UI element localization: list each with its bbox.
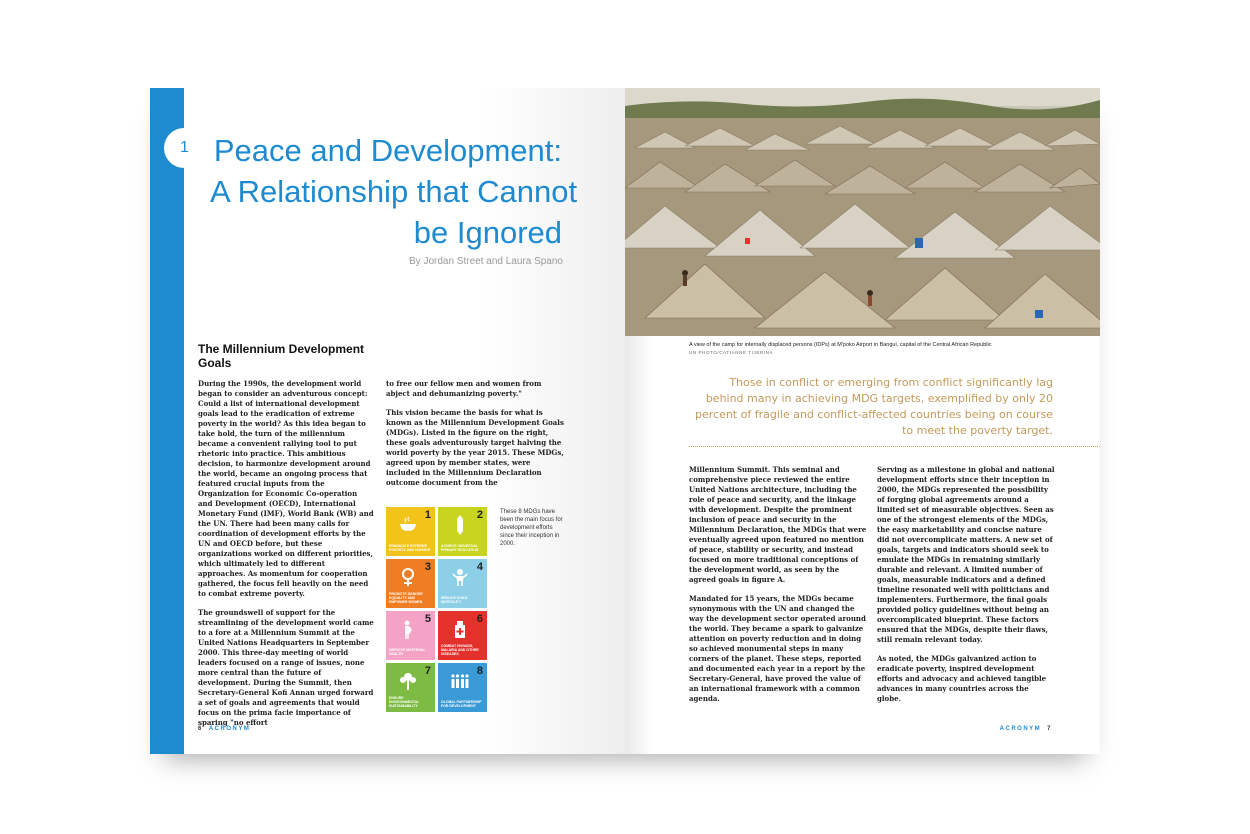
mdg-number: 3 — [424, 561, 431, 573]
paragraph: Serving as a milestone in global and national development efforts since their inception in 2000, the MDGs represented the possibility of forging global agreements around a limited set of measurable objectives. Seen as one of the strongest elements of the MDGs, the easy marketability and concise nature did not overcomplicate matters. A new set of goals, targets and indicators should seek to emulate the MDGs in remaining similarly durable and relevant. A limited number of goals, measurable indicators and a defined timeline resonated well with politicians and implementers. Furthermore, the final goals provided policy guidelines without being an overcomplicated blueprint. These factors ensured that the MDGs, despite their flaws, still remain relevant today. — [877, 465, 1055, 644]
mdg-tile-6 — [438, 611, 487, 660]
body-column-4 — [877, 465, 1055, 713]
chapter-color-bar — [150, 88, 184, 754]
photo-caption-block — [689, 341, 1089, 357]
mdg-label: ACHIEVE UNIVERSAL PRIMARY EDUCATION — [441, 544, 479, 552]
article-title — [210, 130, 578, 253]
title-line: Peace and Development: — [213, 133, 562, 168]
title-line: be Ignored — [413, 215, 562, 250]
paragraph: Millennium Summit. This seminal and comprehensive piece reviewed the entire United Nations architecture, including the role of peace and security, and the linkage with development. Despite the prominent inclusion of peace and security in the Millennium Declaration, the MDGs that were eventually agreed upon featured no mention of peace, stability or security, and instead focused on more traditional conceptions of the development world, as seen by the agreed goals in figure A. — [689, 465, 867, 584]
pull-quote-rule — [689, 446, 1100, 447]
section-heading: The Millennium Development Goals — [198, 342, 365, 370]
body-column-2 — [386, 379, 566, 497]
body-column-1 — [198, 379, 374, 737]
mdg-label: COMBAT HIV/AIDS, MALARIA AND OTHER DISEASES — [441, 644, 479, 656]
mdg-tile-5 — [386, 611, 435, 660]
mdg-label: ENSURE ENVIRONMENTAL SUSTAINABILITY — [389, 696, 420, 708]
paragraph: The groundswell of support for the streamlining of the development world came to a fore at a Millennium Summit at the United Nations Headquarters in September 2000. This three-day meeting of world leaders focused on a range of issues, none more central than the future of development. During the Summit, then Secretary-General Kofi Annan urged forward a set of goals and agreements that would focus on the prima facie importance of sparing "no effort — [198, 608, 374, 727]
paragraph: This vision became the basis for what is known as the Millennium Development Goals (MDGs). Listed in the figure on the right, these goals adventurously target halving the world poverty by the year 2015. These MDGs, agreed upon by member states, were included in the Millennium Declaration outcome document from the — [386, 408, 564, 487]
mdg-label: PROMOTE GENDER EQUALITY AND EMPOWER WOMEN — [389, 592, 423, 604]
bowl-icon — [398, 515, 418, 535]
mdg-number: 4 — [476, 561, 483, 573]
mdg-number: 2 — [476, 509, 483, 521]
paragraph: Mandated for 15 years, the MDGs became synonymous with the UN and changed the way the development sector operated around the world. They became a spark to galvanize attention on poverty reduction and in doing so achieved monumental steps in many corners of the planet. These steps, reported and documented each year in a report by the Secretary-General, have proved the value of an international framework with a common agenda. — [689, 594, 866, 703]
mdg-number: 1 — [424, 509, 431, 521]
footer-left — [198, 726, 250, 732]
mdg-number: 8 — [476, 665, 483, 677]
mdg-tile-3 — [386, 559, 435, 608]
mdg-label: IMPROVE MATERNAL HEALTH — [389, 648, 426, 656]
paragraph: to free our fellow men and women from abject and dehumanizing poverty." — [386, 379, 542, 398]
pull-quote: Those in conflict or emerging from conflict significantly lag behind many in achieving MDG targets, exemplified by only 20 percent of fragile and conflict-affected countries being on course to meet the poverty target. — [694, 376, 1053, 437]
child-icon — [450, 567, 470, 587]
mdg-label: ERADICATE EXTREME POVERTY AND HUNGER — [389, 544, 431, 552]
paragraph: During the 1990s, the development world began to consider an adventurous concept: Could a list of international development goals lead to the eradication of extreme poverty in the world? As this idea began to take hold, the turn of the millennium became a convenient rallying tool to put rhetoric into practice. This ambitious decision, to harmonize development around the world, became an ongoing process that featured crucial inputs from the Organization for Economic Co-operation and Development (OECD), International Monetary Fund (IMF), World Bank (WB) and the UN. There had been many calls for coordination of development efforts by the UN and OECD before, but these organizations worked on different priorities, which ultimately led to different approaches. As momentum for cooperation gathered, the focus fell heavily on the need to combat extreme poverty. — [198, 379, 374, 598]
tree-icon — [398, 671, 418, 691]
pencil-icon — [450, 515, 470, 535]
mdg-label: REDUCE CHILD MORTALITY — [441, 596, 468, 604]
people-group-icon — [450, 671, 470, 691]
left-page — [150, 88, 625, 754]
page-number: 7 — [1047, 726, 1052, 732]
mdg-number: 6 — [476, 613, 483, 625]
mdg-number: 5 — [424, 613, 431, 625]
mdg-tile-8 — [438, 663, 487, 712]
mdg-tile-2 — [438, 507, 487, 556]
female-symbol-icon — [398, 567, 418, 587]
byline: By Jordan Street and Laura Spano — [409, 256, 563, 267]
mdg-goals-figure — [386, 507, 488, 712]
mdg-tile-1 — [386, 507, 435, 556]
mdg-label: GLOBAL PARTNERSHIP FOR DEVELOPMENT — [441, 700, 482, 708]
chapter-number: 1 — [180, 139, 189, 156]
right-page — [625, 88, 1100, 754]
title-line: A Relationship that Cannot — [210, 174, 578, 209]
paragraph: As noted, the MDGs galvanized action to eradicate poverty, inspired development efforts and advocacy and achieved tangible advances in many countries across the globe. — [877, 654, 1047, 703]
page-number: 6 — [198, 726, 203, 732]
mdg-figure-caption: These 8 MDGs have been the main focus for development efforts since their inception in 2000. — [500, 509, 563, 547]
photo-credit: UN PHOTO/CATIANNE TIJERINA — [689, 350, 774, 355]
footer-right — [1000, 726, 1052, 732]
magazine-spread — [150, 88, 1100, 754]
body-column-3 — [689, 465, 867, 713]
camp-photo-illustration — [625, 88, 1100, 336]
mdg-tile-7 — [386, 663, 435, 712]
medicine-bottle-icon — [450, 619, 470, 639]
publication-name: ACRONYM — [999, 726, 1042, 732]
publication-name: ACRONYM — [208, 726, 251, 732]
idp-camp-photo — [625, 88, 1100, 336]
photo-caption: A view of the camp for internally displaced persons (IDPs) at M'poko Airport in Bangui, capital of the Central African Republic — [689, 342, 992, 348]
pregnant-woman-icon — [398, 619, 418, 639]
mdg-number: 7 — [424, 665, 431, 677]
mdg-tile-4 — [438, 559, 487, 608]
